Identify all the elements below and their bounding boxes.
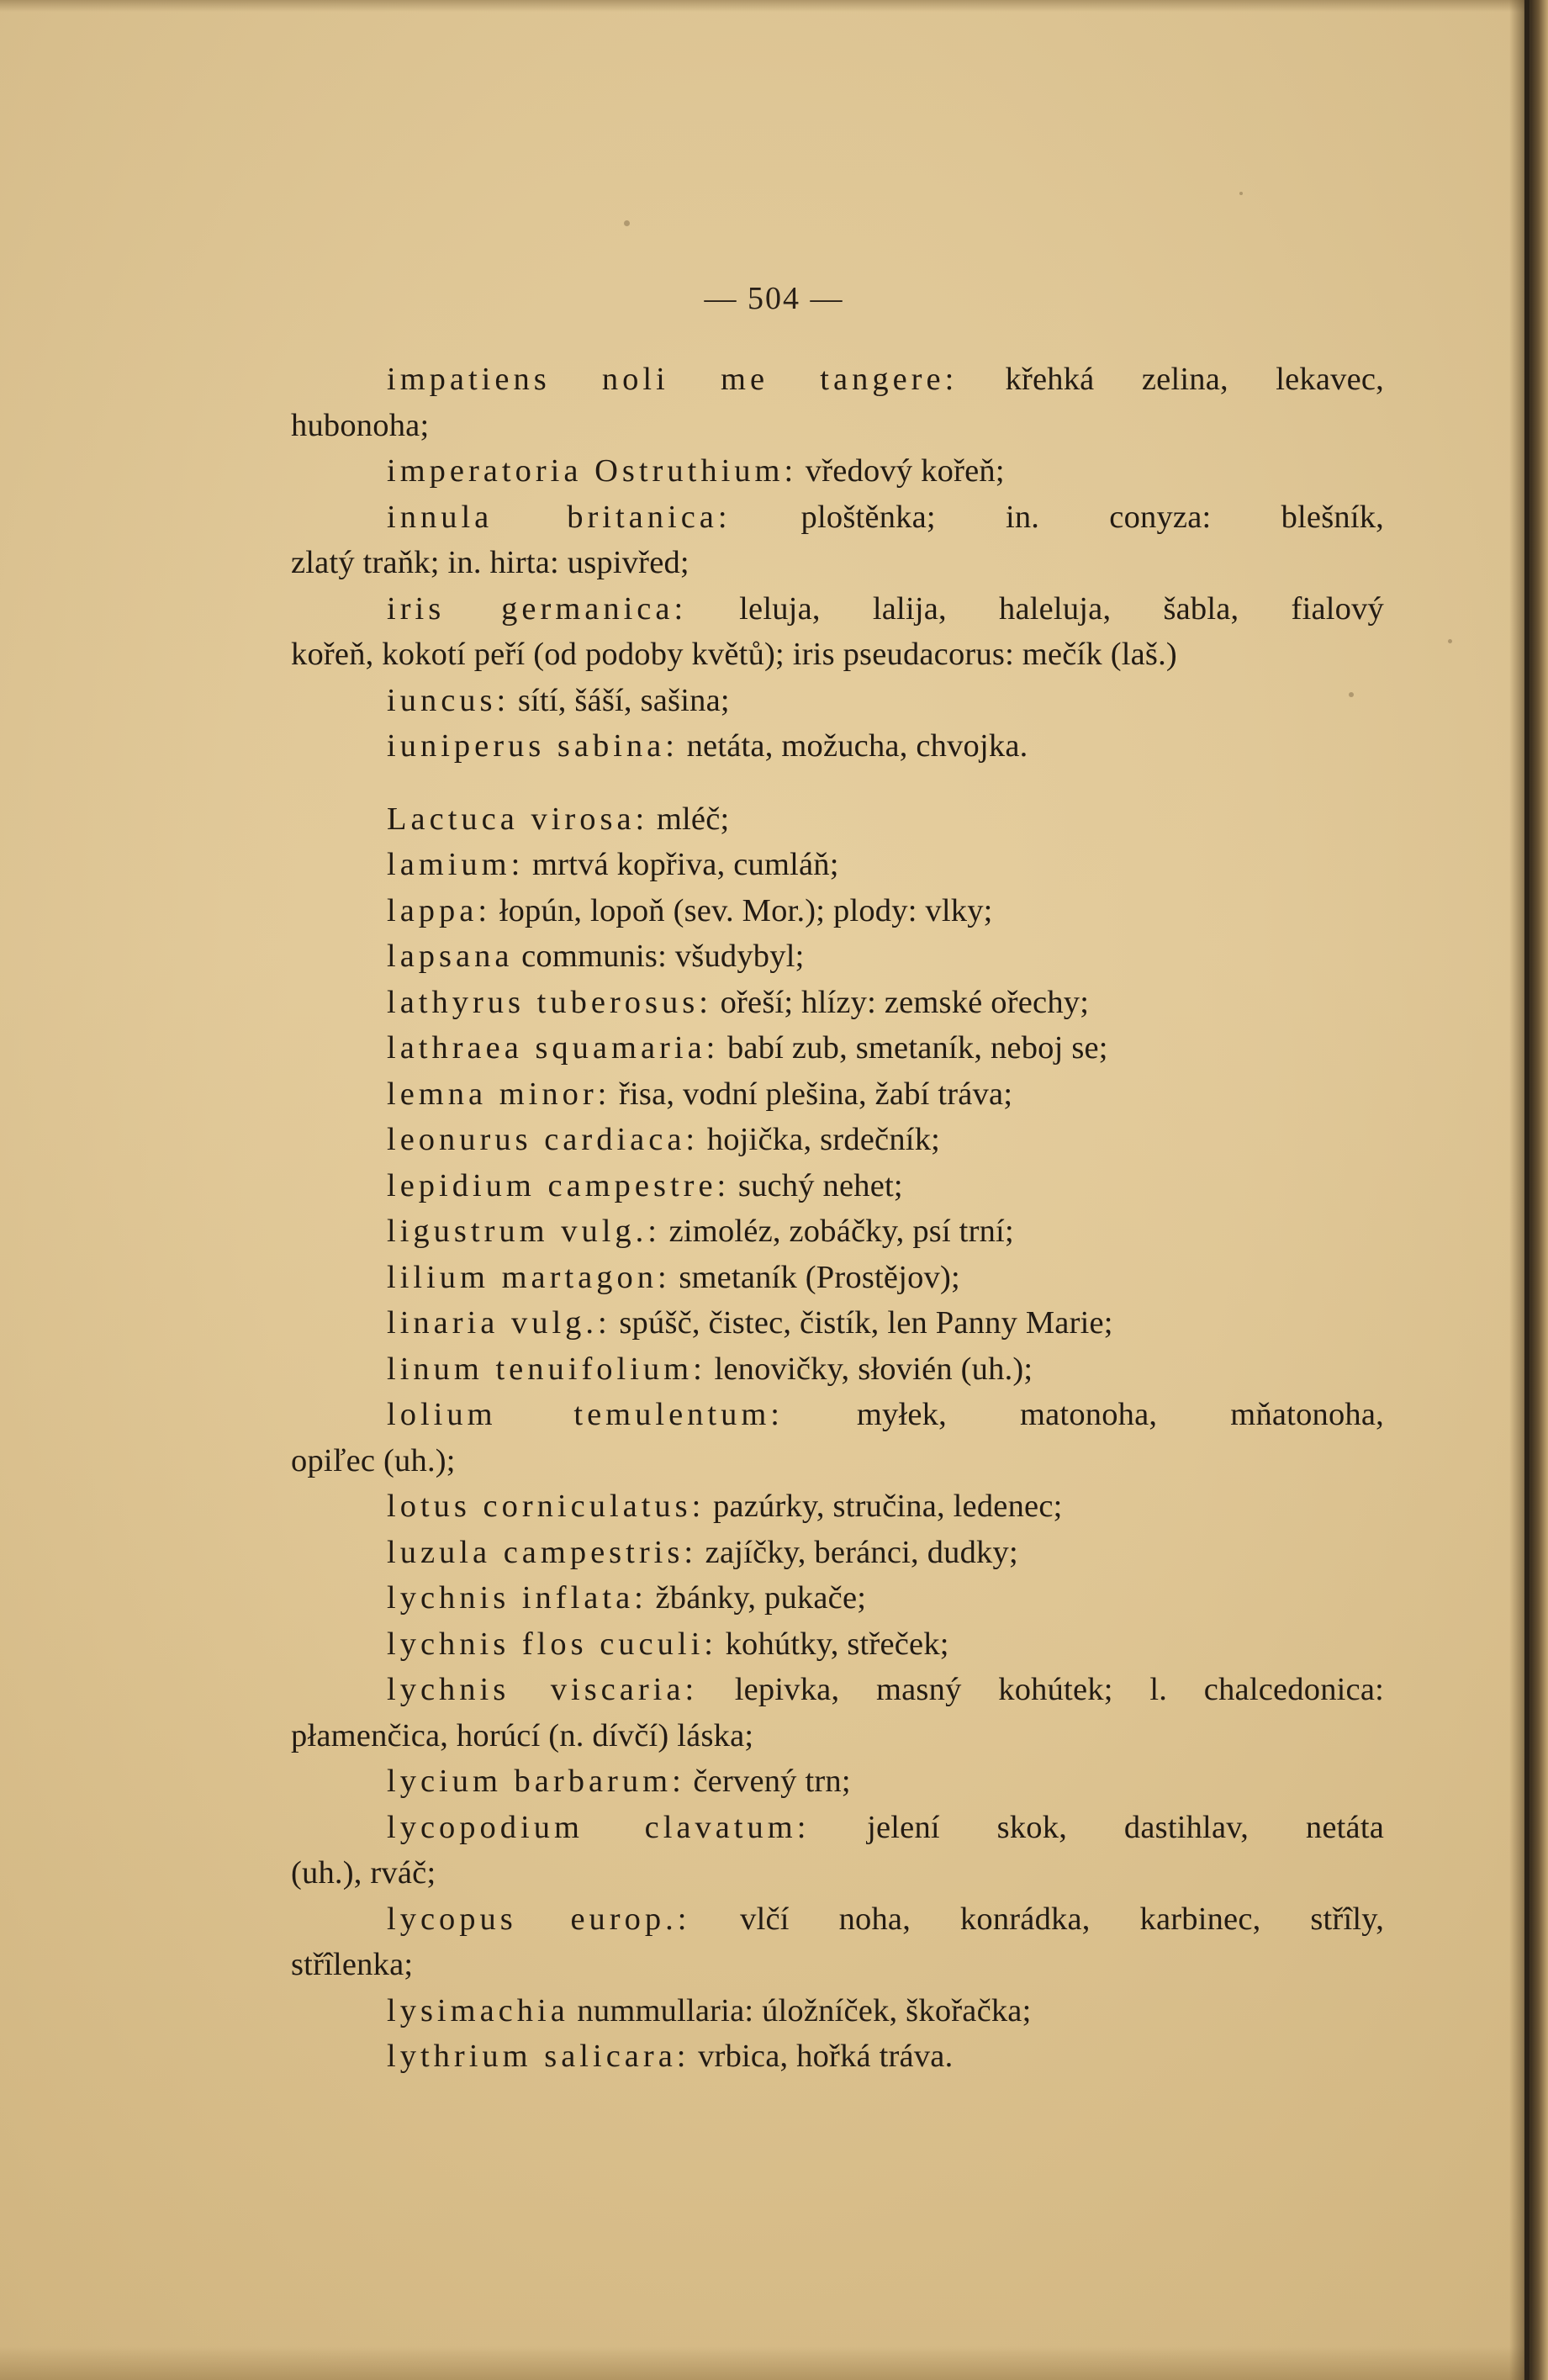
entry-definition: červený trn; <box>693 1764 851 1799</box>
entry-definition: netáta, možucha, chvojka. <box>686 728 1028 764</box>
glossary-text <box>293 357 1386 2080</box>
entry-definition: mléč; <box>656 801 730 837</box>
entry-term: leonurus cardiaca: <box>387 1122 700 1157</box>
entry-continuation <box>291 1713 1384 1759</box>
entry-line <box>387 1163 1480 1209</box>
entry-line <box>387 678 1480 724</box>
entry-definition: smetaník (Prostějov); <box>679 1259 960 1295</box>
entry-line <box>387 1255 1480 1301</box>
entry-term: Lactuca virosa: <box>387 801 649 837</box>
entry-definition: žbánky, pukače; <box>655 1580 867 1616</box>
entry-term: lychnis inflata: <box>387 1580 647 1616</box>
continuation-text: płamenčica, horúcí (n. dívčí) láska; <box>291 1717 754 1753</box>
entry-definition: vlčí noha, konrádka, karbinec, střîly, <box>740 1901 1385 1937</box>
entry-line <box>387 980 1480 1026</box>
entry-continuation <box>291 632 1384 678</box>
entry-term: iris germanica: <box>387 590 688 627</box>
entry-line <box>387 1530 1480 1576</box>
entry-continuation <box>291 1942 1384 1988</box>
entry-definition: łopún, lopoň (sev. Mor.); plody: vlky; <box>499 892 993 928</box>
entry-line <box>387 448 1480 495</box>
entry-term: lythrium salicara: <box>387 2039 690 2074</box>
entry-definition: ploštěnka; in. conyza: blešník, <box>800 499 1385 535</box>
entry-term: lathraea squamaria: <box>387 1030 720 1066</box>
page-binding-line <box>1524 0 1530 2380</box>
entry-term: iuniperus sabina: <box>387 728 679 764</box>
entry-line <box>387 1209 1480 1255</box>
entry-definition: ořeší; hlízy: zemské ořechy; <box>720 984 1090 1020</box>
entry-definition: sítí, šáší, sašina; <box>517 682 730 718</box>
entry-term: lycopus europ.: <box>387 1901 691 1937</box>
entry-line <box>387 1346 1480 1393</box>
entry-line <box>387 1621 1480 1668</box>
entry-definition: křehká zelina, lekavec, <box>1005 362 1384 397</box>
entry-line <box>387 1117 1480 1163</box>
entry-term: lychnis viscaria: <box>387 1672 699 1707</box>
entry-term: luzula campestris: <box>387 1534 698 1570</box>
entry-definition: vrbica, hořká tráva. <box>698 2039 954 2074</box>
continuation-text: zlatý traňk; in. hirta: uspivřed; <box>291 545 689 580</box>
entry-line <box>387 1025 1480 1071</box>
page-number: — 504 — <box>704 281 844 316</box>
entry-term: lilium martagon: <box>387 1259 671 1295</box>
entry-definition: mrtvá kopřiva, cumláň; <box>531 847 839 882</box>
entry-definition: communis: všudybyl; <box>521 939 805 974</box>
page-top-shadow <box>0 0 1548 12</box>
entry-term: lapsana <box>387 939 514 974</box>
entry-term: lathyrus tuberosus: <box>387 984 712 1020</box>
entry-definition: jelení skok, dastihlav, netáta <box>867 1809 1384 1845</box>
entry-line <box>387 888 1480 934</box>
entry-line <box>387 495 1384 541</box>
paper-speck <box>1448 639 1452 643</box>
entry-line <box>387 723 1480 770</box>
entry-term: iuncus: <box>387 682 510 718</box>
entry-term: lemna minor: <box>387 1076 611 1112</box>
entry-term: lotus corniculatus: <box>387 1489 705 1524</box>
entry-continuation <box>291 1850 1384 1896</box>
entry-definition: hojička, srdečník; <box>706 1122 941 1157</box>
entry-term: linum tenuifolium: <box>387 1351 706 1387</box>
entry-continuation <box>291 540 1384 586</box>
entry-line <box>387 933 1480 980</box>
entry-line <box>387 2034 1480 2080</box>
entry-line <box>387 1667 1384 1713</box>
entry-term: lychnis flos cuculi: <box>387 1626 717 1662</box>
entry-line <box>387 796 1480 843</box>
entry-line <box>387 1484 1480 1530</box>
entry-definition: řisa, vodní plešina, žabí tráva; <box>618 1076 1013 1112</box>
entry-line <box>387 1805 1384 1851</box>
entry-line <box>387 357 1384 403</box>
page-bottom-shadow <box>0 2346 1548 2380</box>
entry-continuation <box>291 403 1384 449</box>
entry-definition: lenovičky, słovién (uh.); <box>714 1351 1033 1387</box>
entry-line <box>387 1071 1480 1118</box>
entry-definition: vředový kořeň; <box>805 453 1005 489</box>
entry-line <box>387 586 1384 632</box>
entry-term: lepidium campestre: <box>387 1167 731 1203</box>
entry-line <box>387 1300 1480 1346</box>
entry-definition: kohútky, střeček; <box>725 1626 949 1662</box>
continuation-text: střîlenka; <box>291 1947 414 1982</box>
paper-speck <box>624 220 630 226</box>
entry-term: lappa: <box>387 892 492 928</box>
entry-definition: zajíčky, beránci, dudky; <box>705 1534 1018 1570</box>
entry-term: lysimachia <box>387 1992 569 2028</box>
entry-definition: lepivka, masný kohútek; l. chalcedonica: <box>734 1672 1385 1707</box>
entry-line <box>387 1896 1384 1943</box>
entry-definition: nummullaria: úložníček, škořačka; <box>577 1992 1032 2028</box>
entry-line <box>387 1988 1480 2034</box>
entry-line <box>387 1759 1480 1805</box>
entry-definition: pazúrky, stručina, ledenec; <box>712 1489 1063 1524</box>
continuation-text: kořeň, kokotí peří (od podoby květů); iris pseudacorus: mečík (laš.) <box>291 637 1177 672</box>
entry-definition: babí zub, smetaník, neboj se; <box>726 1030 1108 1066</box>
entry-definition: spúšč, čistec, čistík, len Panny Marie; <box>619 1305 1113 1341</box>
entry-term: impatiens noli me tangere: <box>387 362 959 397</box>
entry-definition: myłek, matonoha, mňatonoha, <box>856 1397 1384 1432</box>
continuation-text: opiľec (uh.); <box>291 1442 456 1478</box>
entry-term: ligustrum vulg.: <box>387 1214 661 1249</box>
entry-continuation <box>291 1438 1384 1484</box>
entry-term: innula britanica: <box>387 499 732 535</box>
entry-term: lycopodium clavatum: <box>387 1809 811 1845</box>
entry-definition: suchý nehet; <box>737 1167 903 1203</box>
entry-term: lolium temulentum: <box>387 1397 785 1432</box>
entry-line <box>387 1575 1480 1621</box>
entry-term: imperatoria Ostruthium: <box>387 453 798 489</box>
paper-speck <box>1239 192 1243 195</box>
entry-term: linaria vulg.: <box>387 1305 611 1341</box>
entry-definition: zimoléz, zobáčky, psí trní; <box>668 1214 1014 1249</box>
entry-term: lycium barbarum: <box>387 1764 685 1799</box>
entry-definition: leluja, lalija, haleluja, šabla, fialový <box>739 590 1385 627</box>
entry-line <box>387 1392 1384 1438</box>
continuation-text: hubonoha; <box>291 407 430 443</box>
continuation-text: (uh.), rváč; <box>291 1855 436 1891</box>
entry-term: lamium: <box>387 847 525 882</box>
entry-line <box>387 842 1480 888</box>
